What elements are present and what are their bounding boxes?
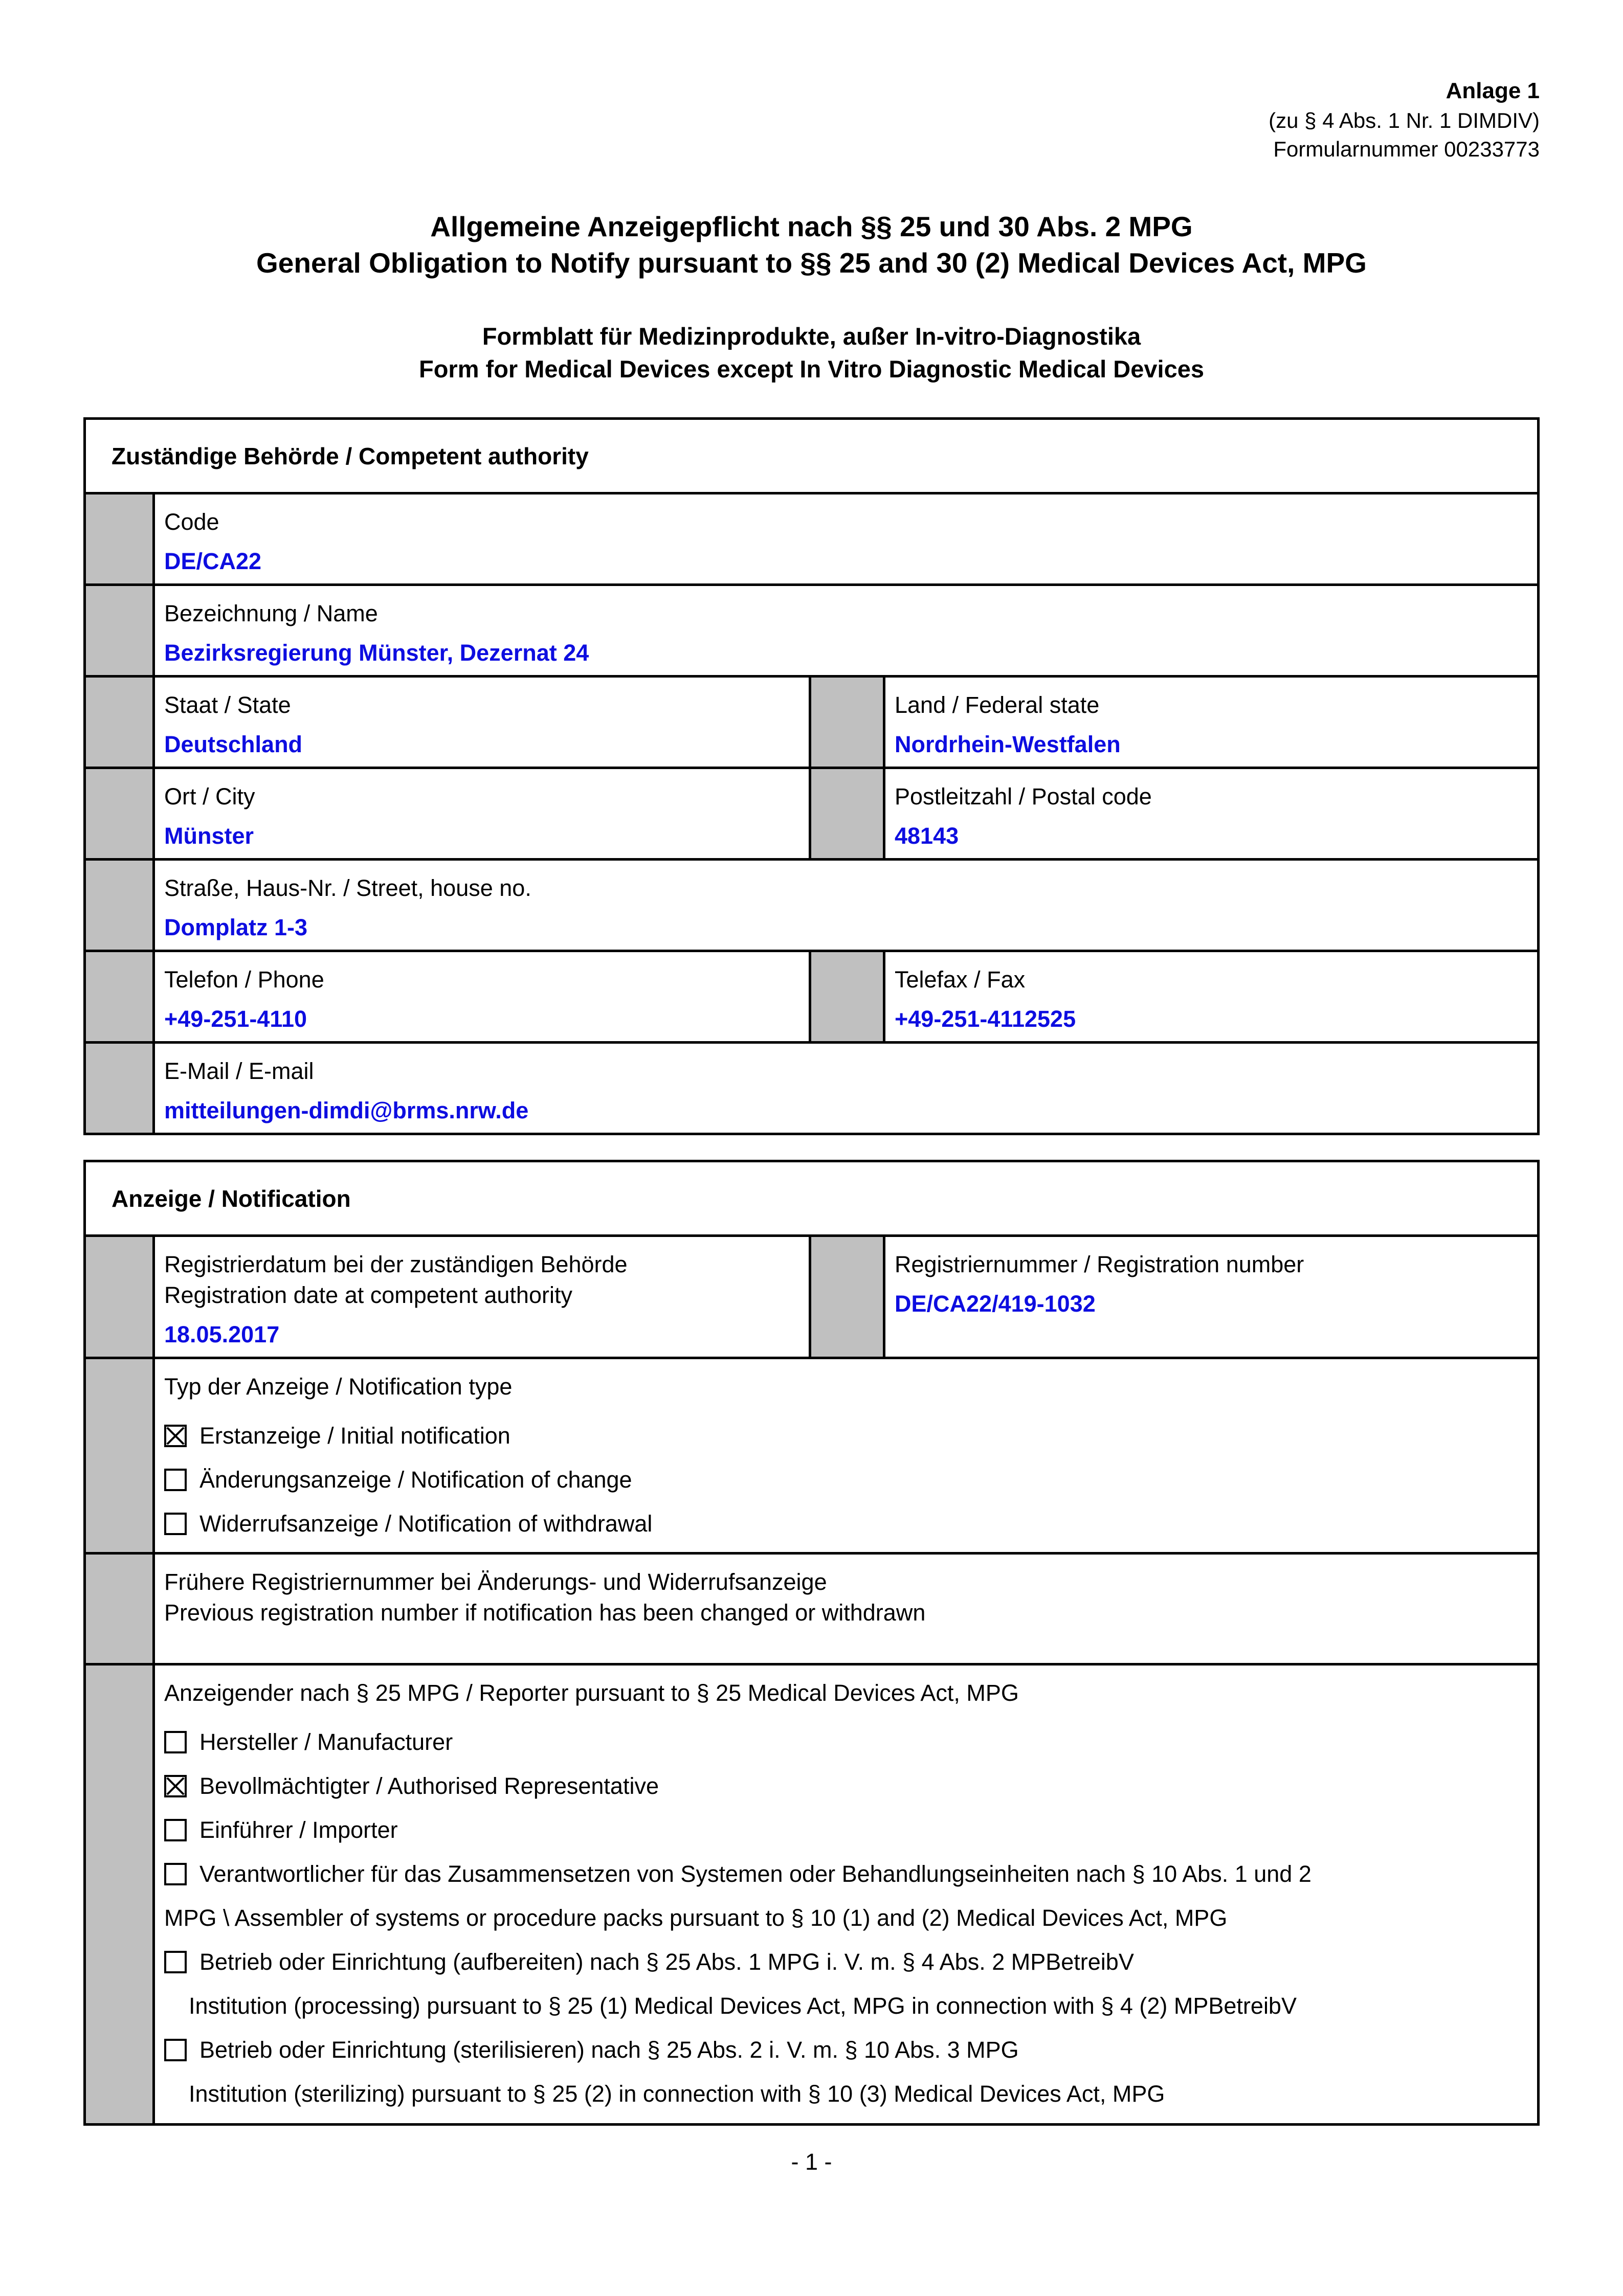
code-cell bbox=[154, 493, 1539, 585]
table-row bbox=[85, 1664, 1539, 2125]
page-number: - 1 - bbox=[791, 2149, 832, 2175]
initial-notification-checkbox[interactable] bbox=[164, 1425, 187, 1447]
notification-table bbox=[83, 1160, 1540, 2126]
registration-number-cell bbox=[884, 1236, 1539, 1358]
registration-number-label: Registriernummer / Registration number bbox=[895, 1251, 1304, 1277]
option-label: Verantwortlicher für das Zusammensetzen von Systemen oder Behandlungseinheiten nach § 10 Abs. 1 und 2 bbox=[199, 1861, 1311, 1887]
row-marker-cell bbox=[85, 1236, 154, 1358]
option-label: Erstanzeige / Initial notification bbox=[199, 1423, 510, 1449]
page-subtitle-en: Form for Medical Devices except In Vitro Diagnostic Medical Devices bbox=[418, 355, 1204, 382]
phone-value: +49-251-4110 bbox=[164, 1006, 307, 1032]
row-marker-cell bbox=[85, 860, 154, 951]
table-row bbox=[85, 1554, 1539, 1664]
row-marker-cell bbox=[85, 677, 154, 768]
title-block bbox=[83, 209, 1540, 281]
row-marker-cell bbox=[85, 1043, 154, 1134]
option-assembler bbox=[164, 1861, 1527, 1887]
postal-code-label: Postleitzahl / Postal code bbox=[895, 783, 1152, 809]
option-importer bbox=[164, 1817, 1527, 1843]
option-initial-notification bbox=[164, 1423, 1527, 1449]
option-label: Betrieb oder Einrichtung (aufbereiten) nach § 25 Abs. 1 MPG i. V. m. § 4 Abs. 2 MPBetreibV bbox=[199, 1949, 1134, 1975]
row-marker-cell bbox=[85, 1664, 154, 2125]
reporter-cell bbox=[154, 1664, 1539, 2125]
state-value: Deutschland bbox=[164, 731, 303, 757]
previous-registration-number-label-en: Previous registration number if notification has been changed or withdrawn bbox=[164, 1600, 926, 1626]
city-cell bbox=[154, 768, 810, 860]
table-row bbox=[85, 768, 1539, 860]
federal-state-cell bbox=[884, 677, 1539, 768]
authority-section-header: Zuständige Behörde / Competent authority bbox=[85, 419, 1539, 493]
registration-number-value: DE/CA22/419-1032 bbox=[895, 1291, 1096, 1317]
assembler-checkbox[interactable] bbox=[164, 1863, 187, 1885]
table-row bbox=[85, 585, 1539, 677]
name-cell bbox=[154, 585, 1539, 677]
row-marker-cell bbox=[810, 677, 884, 768]
table-row bbox=[85, 1358, 1539, 1554]
option-label: Widerrufsanzeige / Notification of withdrawal bbox=[199, 1511, 653, 1537]
notification-section-header: Anzeige / Notification bbox=[85, 1161, 1539, 1236]
authority-table bbox=[83, 417, 1540, 1135]
city-label: Ort / City bbox=[164, 783, 255, 809]
option-notification-of-change bbox=[164, 1467, 1527, 1493]
institution-sterilizing-checkbox[interactable] bbox=[164, 2039, 187, 2061]
federal-state-label: Land / Federal state bbox=[895, 692, 1100, 718]
page-title-en: General Obligation to Notify pursuant to §§ 25 and 30 (2) Medical Devices Act, MPG bbox=[256, 247, 1367, 279]
corner-block bbox=[83, 76, 1540, 164]
legal-reference: (zu § 4 Abs. 1 Nr. 1 DIMDIV) bbox=[1269, 108, 1540, 132]
email-value: mitteilungen-dimdi@brms.nrw.de bbox=[164, 1097, 529, 1123]
street-value: Domplatz 1-3 bbox=[164, 914, 308, 940]
registration-date-label-de: Registrierdatum bei der zuständigen Behörde bbox=[164, 1251, 628, 1277]
assembler-continuation-text: MPG \ Assembler of systems or procedure packs pursuant to § 10 (1) and (2) Medical Devices Act, MPG bbox=[164, 1905, 1228, 1931]
table-row bbox=[85, 860, 1539, 951]
registration-date-label-en: Registration date at competent authority bbox=[164, 1282, 572, 1308]
row-marker-cell bbox=[85, 493, 154, 585]
row-marker-cell bbox=[85, 1358, 154, 1554]
row-marker-cell bbox=[85, 1554, 154, 1664]
option-institution-sterilizing bbox=[164, 2037, 1527, 2063]
notification-of-change-checkbox[interactable] bbox=[164, 1469, 187, 1491]
row-marker-cell bbox=[85, 951, 154, 1043]
notification-type-label: Typ der Anzeige / Notification type bbox=[164, 1374, 513, 1400]
option-manufacturer bbox=[164, 1729, 1527, 1755]
fax-value: +49-251-4112525 bbox=[895, 1006, 1076, 1032]
name-value: Bezirksregierung Münster, Dezernat 24 bbox=[164, 640, 589, 666]
page-title-de: Allgemeine Anzeigepflicht nach §§ 25 und 30 Abs. 2 MPG bbox=[430, 211, 1193, 242]
registration-date-value: 18.05.2017 bbox=[164, 1321, 280, 1347]
table-row bbox=[85, 1043, 1539, 1134]
option-label: Einführer / Importer bbox=[199, 1817, 398, 1843]
institution-processing-translation: Institution (processing) pursuant to § 25 (1) Medical Devices Act, MPG in connection with § 4 (2) MPBetreibV bbox=[189, 1993, 1297, 2019]
email-label: E-Mail / E-mail bbox=[164, 1058, 314, 1084]
authorised-representative-checkbox[interactable] bbox=[164, 1775, 187, 1797]
importer-checkbox[interactable] bbox=[164, 1819, 187, 1841]
table-row bbox=[85, 677, 1539, 768]
row-marker-cell bbox=[85, 585, 154, 677]
table-row bbox=[85, 493, 1539, 585]
option-label: Hersteller / Manufacturer bbox=[199, 1729, 453, 1755]
phone-label: Telefon / Phone bbox=[164, 966, 324, 993]
state-cell bbox=[154, 677, 810, 768]
row-marker-cell bbox=[810, 951, 884, 1043]
row-marker-cell bbox=[810, 768, 884, 860]
option-authorised-representative bbox=[164, 1773, 1527, 1799]
code-label: Code bbox=[164, 509, 219, 535]
name-label: Bezeichnung / Name bbox=[164, 600, 378, 626]
option-label: Änderungsanzeige / Notification of change bbox=[199, 1467, 632, 1493]
manufacturer-checkbox[interactable] bbox=[164, 1731, 187, 1753]
postal-code-value: 48143 bbox=[895, 823, 959, 849]
annex-label: Anlage 1 bbox=[1446, 78, 1540, 103]
reporter-label: Anzeigender nach § 25 MPG / Reporter pursuant to § 25 Medical Devices Act, MPG bbox=[164, 1680, 1019, 1706]
previous-registration-number-cell bbox=[154, 1554, 1539, 1664]
option-notification-of-withdrawal bbox=[164, 1511, 1527, 1537]
subtitle-block bbox=[83, 320, 1540, 386]
street-label: Straße, Haus-Nr. / Street, house no. bbox=[164, 875, 531, 901]
row-marker-cell bbox=[810, 1236, 884, 1358]
option-label: Betrieb oder Einrichtung (sterilisieren) nach § 25 Abs. 2 i. V. m. § 10 Abs. 3 MPG bbox=[199, 2037, 1019, 2063]
phone-cell bbox=[154, 951, 810, 1043]
email-cell bbox=[154, 1043, 1539, 1134]
row-marker-cell bbox=[85, 768, 154, 860]
option-label: Bevollmächtigter / Authorised Representative bbox=[199, 1773, 659, 1799]
institution-sterilizing-translation: Institution (sterilizing) pursuant to § 25 (2) in connection with § 10 (3) Medical Devices Act, MPG bbox=[189, 2081, 1165, 2107]
notification-type-cell bbox=[154, 1358, 1539, 1554]
federal-state-value: Nordrhein-Westfalen bbox=[895, 731, 1121, 757]
state-label: Staat / State bbox=[164, 692, 291, 718]
institution-processing-checkbox[interactable] bbox=[164, 1951, 187, 1973]
form-number: Formularnummer 00233773 bbox=[1273, 137, 1540, 161]
street-cell bbox=[154, 860, 1539, 951]
fax-label: Telefax / Fax bbox=[895, 966, 1026, 993]
fax-cell bbox=[884, 951, 1539, 1043]
city-value: Münster bbox=[164, 823, 254, 849]
table-row bbox=[85, 1236, 1539, 1358]
previous-registration-number-label-de: Frühere Registriernummer bei Änderungs- und Widerrufsanzeige bbox=[164, 1569, 827, 1595]
option-institution-processing bbox=[164, 1949, 1527, 1975]
code-value: DE/CA22 bbox=[164, 548, 262, 574]
notification-of-withdrawal-checkbox[interactable] bbox=[164, 1513, 187, 1535]
postal-code-cell bbox=[884, 768, 1539, 860]
page-subtitle-de: Formblatt für Medizinprodukte, außer In-vitro-Diagnostika bbox=[482, 323, 1141, 350]
registration-date-cell bbox=[154, 1236, 810, 1358]
table-row bbox=[85, 951, 1539, 1043]
